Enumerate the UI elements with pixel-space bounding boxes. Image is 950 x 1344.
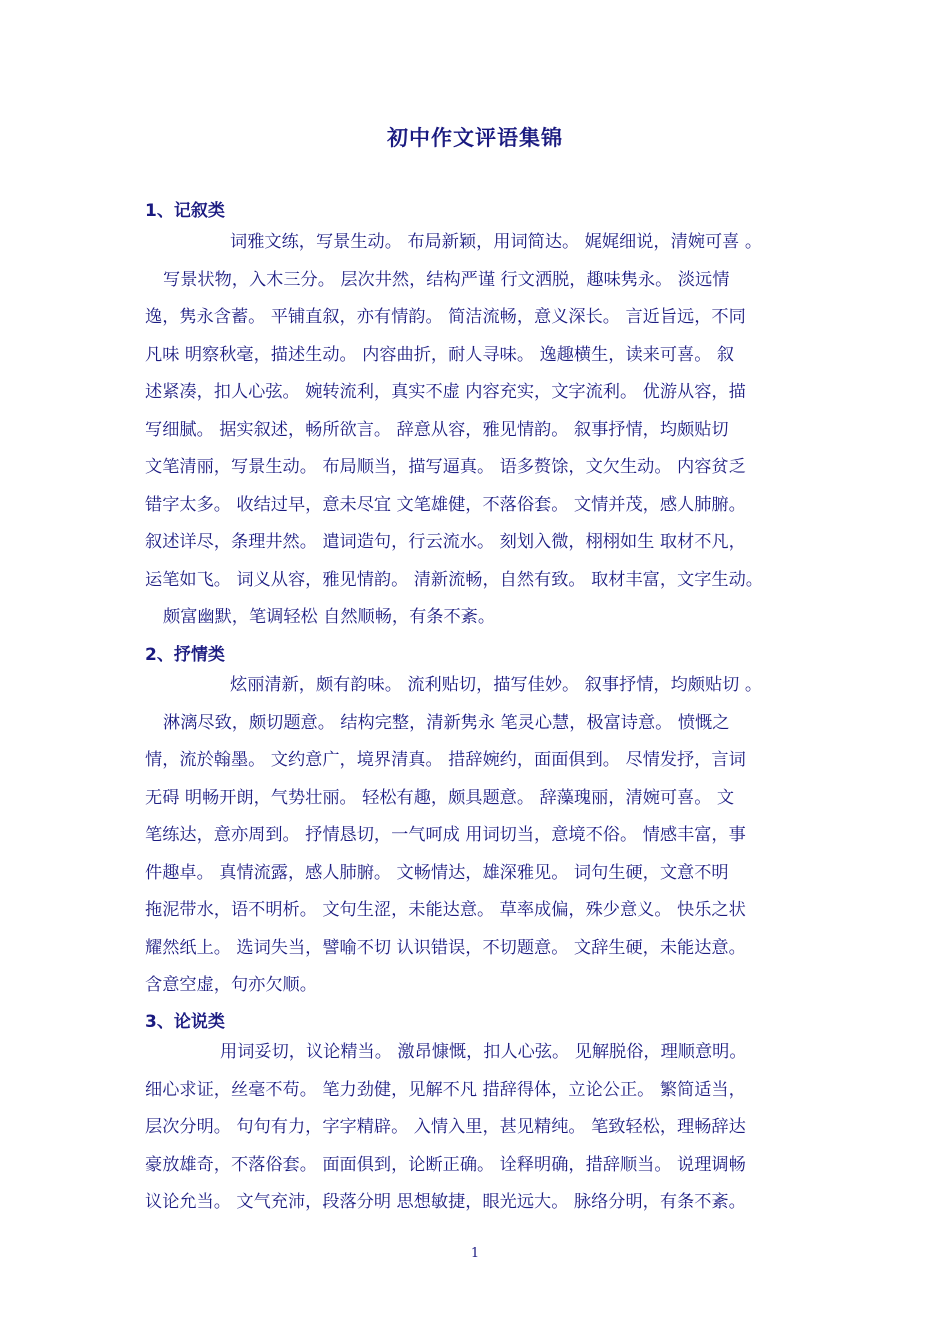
page-number: 1: [470, 1246, 480, 1261]
paragraph-line: 逸，隽永含蓄。 平铺直叙，亦有情韵。 简洁流畅，意义深长。 言近旨远，不同: [145, 307, 746, 327]
paragraph-line: 凡味 明察秋毫，描述生动。 内容曲折，耐人寻味。 逸趣横生，读来可喜。 叙: [145, 345, 735, 365]
paragraph-line: 述紧凑，扣人心弦。 婉转流利，真实不虚 内容充实，文字流利。 优游从容，描: [145, 382, 746, 402]
paragraph-line: 炫丽清新，颇有韵味。 流利贴切，描写佳妙。 叙事抒情，均颇贴切 。: [230, 675, 763, 695]
paragraph-line: 耀然纸上。 选词失当，譬喻不切 认识错误，不切题意。 文辞生硬，未能达意。: [145, 938, 746, 958]
paragraph-line: 细心求证，丝毫不苟。 笔力劲健，见解不凡 措辞得体，立论公正。 繁简适当，: [145, 1080, 746, 1100]
paragraph-line: 淋漓尽致，颇切题意。 结构完整，清新隽永 笔灵心慧，极富诗意。 愤慨之: [163, 713, 730, 733]
paragraph-line: 文笔清丽，写景生动。 布局顺当，描写逼真。 语多赘馀，文欠生动。 内容贫乏: [145, 457, 746, 477]
paragraph-line: 叙述详尽，条理井然。 遣词造句，行云流水。 刻划入微，栩栩如生 取材不凡，: [145, 532, 746, 552]
paragraph-line: 写细腻。 据实叙述，畅所欲言。 辞意从容，雅见情韵。 叙事抒情，均颇贴切: [145, 420, 729, 440]
section-heading: 1、记叙类: [145, 201, 225, 221]
paragraph-line: 件趣卓。 真情流露，感人肺腑。 文畅情达，雄深雅见。 词句生硬，文意不明: [145, 863, 729, 883]
paragraph-line: 词雅文练，写景生动。 布局新颖，用词简达。 娓娓细说，清婉可喜 。: [230, 232, 763, 252]
document-title: 初中作文评语集锦: [387, 126, 563, 150]
paragraph-line: 层次分明。 句句有力，字字精辟。 入情入里，甚见精纯。 笔致轻松，理畅辞达: [145, 1117, 746, 1137]
paragraph-line: 无碍 明畅开朗，气势壮丽。 轻松有趣，颇具题意。 辞藻瑰丽，清婉可喜。 文: [145, 788, 735, 808]
paragraph-line: 用词妥切，议论精当。 激昂慷慨，扣人心弦。 见解脱俗，理顺意明。: [220, 1042, 747, 1062]
paragraph-line: 情，流於翰墨。 文约意广，境界清真。 措辞婉约，面面俱到。 尽情发抒，言词: [145, 750, 746, 770]
paragraph-line: 错字太多。 收结过早，意未尽宜 文笔雄健，不落俗套。 文情并茂，感人肺腑。: [145, 495, 746, 515]
section-heading: 3、论说类: [145, 1012, 225, 1032]
paragraph-line: 运笔如飞。 词义从容，雅见情韵。 清新流畅，自然有致。 取材丰富，文字生动。: [145, 570, 763, 590]
paragraph-line: 豪放雄奇，不落俗套。 面面俱到，论断正确。 诠释明确，措辞顺当。 说理调畅: [145, 1155, 746, 1175]
paragraph-line: 颇富幽默，笔调轻松 自然顺畅，有条不紊。: [163, 607, 496, 627]
paragraph-line: 含意空虚，句亦欠顺。: [145, 975, 317, 995]
section-heading: 2、抒情类: [145, 645, 225, 665]
paragraph-line: 拖泥带水，语不明析。 文句生涩，未能达意。 草率成偏，殊少意义。 快乐之状: [145, 900, 746, 920]
paragraph-line: 笔练达，意亦周到。 抒情恳切，一气呵成 用词切当，意境不俗。 情感丰富，事: [145, 825, 746, 845]
paragraph-line: 写景状物，入木三分。 层次井然，结构严谨 行文洒脱，趣味隽永。 淡远情: [163, 270, 730, 290]
paragraph-line: 议论允当。 文气充沛，段落分明 思想敏捷，眼光远大。 脉络分明，有条不紊。: [145, 1192, 746, 1212]
